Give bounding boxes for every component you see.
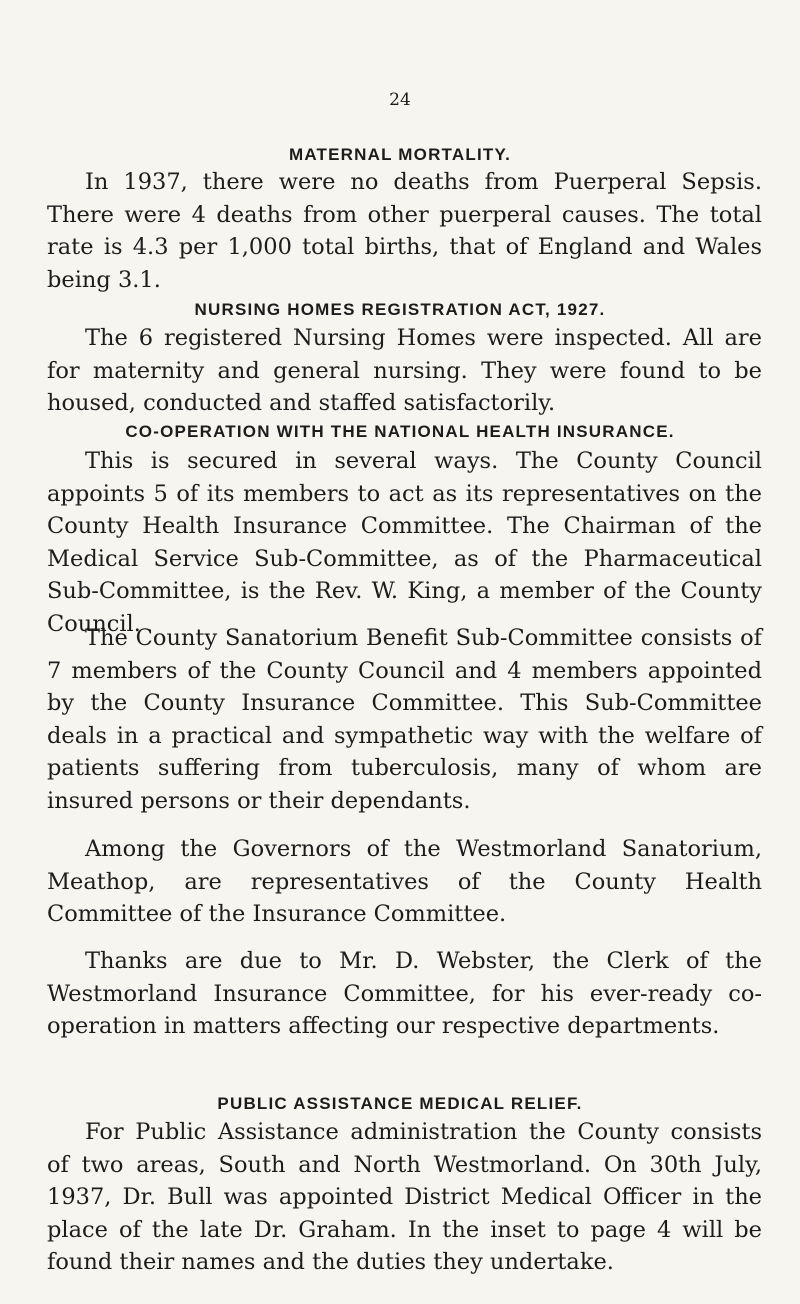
- paragraph-cooperation-2: The County Sanatorium Benefit Sub-Committee consists of 7 members of the County Council and 4 members appointed by the County Insurance Committee. This Sub-Committee deals in a practical and sympathetic way with the welfare of patients suffering from tuberculosis, many of whom are insured persons or their dependants.: [47, 625, 762, 814]
- paragraph-maternal-mortality: In 1937, there were no deaths from Puerperal Sepsis. There were 4 deaths from other puerperal causes. The total rate is 4.3 per 1,000 total births, that of England and Wales being 3.1.: [47, 169, 762, 293]
- paragraph-nursing-homes: The 6 registered Nursing Homes were inspected. All are for maternity and general nursing. They were found to be housed, conducted and staffed satisfactorily.: [47, 325, 762, 416]
- paragraph-cooperation-4: Thanks are due to Mr. D. Webster, the Clerk of the Westmorland Insurance Committee, for his ever-ready co-operation in matters affecting our respective departments.: [47, 948, 762, 1039]
- paragraph-cooperation-3: Among the Governors of the Westmorland Sanatorium, Meathop, are representatives of the County Health Committee of the Insurance Committee.: [47, 836, 762, 927]
- page-number: 24: [389, 90, 411, 110]
- heading-public-assistance: PUBLIC ASSISTANCE MEDICAL RELIEF.: [217, 1094, 583, 1113]
- heading-nursing-homes: NURSING HOMES REGISTRATION ACT, 1927.: [194, 300, 606, 319]
- heading-cooperation: CO-OPERATION WITH THE NATIONAL HEALTH INSURANCE.: [125, 422, 675, 441]
- paragraph-cooperation-1: This is secured in several ways. The County Council appoints 5 of its members to act as its representatives on the County Health Insurance Committee. The Chairman of the Medical Service Sub-Committee, as of the Pharmaceutical Sub-Committee, is the Rev. W. King, a member of the County Council.: [47, 448, 762, 637]
- heading-maternal-mortality: MATERNAL MORTALITY.: [288, 145, 512, 164]
- paragraph-public-assistance: For Public Assistance administration the County consists of two areas, South and North Westmorland. On 30th July, 1937, Dr. Bull was appointed District Medical Officer in the place of the late Dr. Graham. In the inset to page 4 will be found their names and the duties they undertake.: [47, 1119, 762, 1275]
